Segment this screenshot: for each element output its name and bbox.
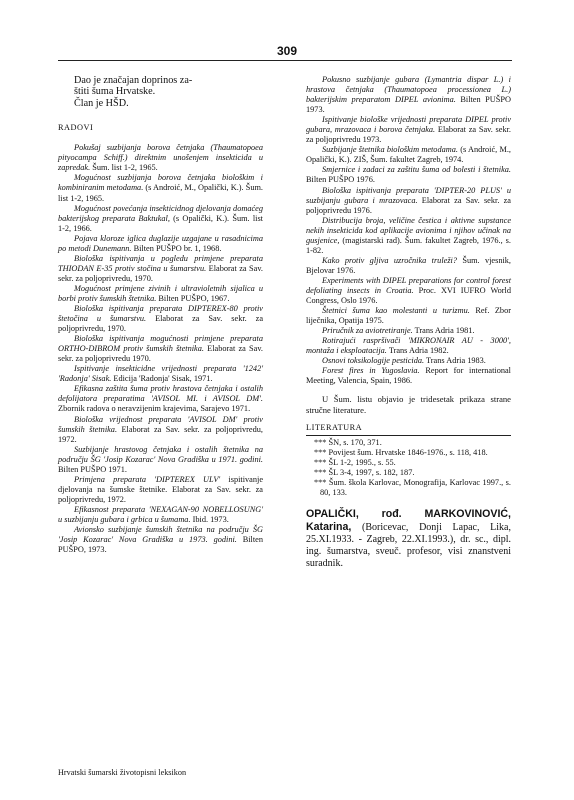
work-source: Bilten PUŠPO, 1967. <box>156 293 230 303</box>
work-item <box>58 204 263 234</box>
work-title: Pokušaj suzbijanja borova četnjaka (Thaumatopoea pityocampa Schiff.) direktnim unošenjem insekticida u zapredak. <box>58 143 263 173</box>
work-title: Experiments with DIPEL preparations for control forest defoliating insects in Croatia. <box>306 275 511 295</box>
literature-mark: *** <box>314 437 327 447</box>
work-title: Mogućnost povećanja insekticidnog djelovanja domaćeg bakterijskog preparata Baktukal, <box>58 203 263 223</box>
work-item <box>306 326 511 336</box>
work-source: Bilten PUŠPO 1971. <box>58 464 127 474</box>
work-source: Bilten PUŠPO 1973. <box>306 95 511 115</box>
entry-name: OPALIČKI, rođ. MARKOVINOVIĆ, Katarina, <box>306 508 511 534</box>
work-source: Ibid. 1973. <box>190 515 229 524</box>
work-source: Elaborat za Sav. sekr. za poljoprivredu 1970. <box>58 344 264 364</box>
work-item <box>58 364 263 384</box>
work-item <box>306 256 511 276</box>
literature-mark: *** <box>314 458 327 467</box>
work-title: Primjena preparata 'DIPTEREX ULV' <box>74 474 221 484</box>
lead-line: štiti šuma Hrvatske. <box>74 86 156 98</box>
work-item <box>306 306 511 326</box>
work-title: Štetnici šuma kao molestanti u turizmu. <box>322 306 470 316</box>
literature-item <box>306 458 511 468</box>
work-source: Elaborat za Sav. sekr. za poljoprivredu, 1972. <box>58 424 263 444</box>
work-source: (magistarski rad). Šum. fakultet Zagreb, 1976., s. 1-82. <box>306 235 511 255</box>
literature-item <box>306 448 511 458</box>
work-title: Efikasnost preparata 'NEXAGAN-90 NOBELLOSUNG' u suzbijanju gubara i grbica u šumama. <box>58 504 263 524</box>
work-title: Biološka ispitivanja preparata DIPTEREX-80 protiv štetočina u šumarstvu. <box>58 304 263 324</box>
work-item <box>306 336 511 356</box>
work-title: Mogućnost suzbijanja borova četnjaka biološkim i kombiniranim metodama. <box>58 173 263 193</box>
literature-mark: *** <box>314 468 327 478</box>
works-list-right <box>306 75 511 386</box>
work-title: Pokusno suzbijanje gubara (Lymantria dispar L.) i hrastova četnjaka (Thaumatopoea processionea L.) bakterijskim preparatom DIPEL avionima. <box>306 75 511 105</box>
work-title: Osnovi toksikologije pesticida. <box>322 356 425 366</box>
work-item <box>58 415 263 445</box>
work-item <box>58 445 263 475</box>
work-source: (s Androić, M., Opalički, K.). ZIŠ, Šum. fakultet Zagreb, 1974. <box>306 145 511 165</box>
work-item <box>306 75 511 115</box>
work-title: Suzbijanje hrastovog četnjaka i ostalih štetnika na području ŠG 'Josip Kozarac' Nova Gradiška u 1971. godini. <box>58 444 263 464</box>
work-item <box>58 304 263 334</box>
work-source: Šum. vjesnik, Bjelovar 1976. <box>306 255 512 275</box>
page-number: 309 <box>276 44 298 58</box>
left-column <box>58 75 263 555</box>
work-source: ispitivanje djelovanja na šumske štetnike. Elaborat za Sav. sekr. za poljoprivredu, 1972. <box>58 474 263 504</box>
literature-text: ŠL 3-4, 1997, s. 182, 187. <box>328 468 415 478</box>
section-title-radovi: RADOVI <box>58 123 94 133</box>
work-item <box>306 165 511 185</box>
work-item <box>306 186 511 216</box>
entry-text: (Boricevac, Donji Lapac, Lika, 25.XI.1933. - Zagreb, 22.XI.1993.), dr. sc., dipl. ing. šumarstva, sveuč. profesor, visi znanstveni suradnik. <box>306 522 511 570</box>
work-item <box>306 145 511 165</box>
work-item <box>306 115 511 145</box>
work-title: Avionsko suzbijanje šumskih štetnika na području ŠG 'Josip Kozarac' Nova Gradiška u 1973. godini. <box>58 525 263 545</box>
work-source: Bilten PUŠPO br. 1, 1968. <box>131 243 222 253</box>
work-title: Biološka ispitivanja u pogledu primjene preparata THIODAN E-35 protiv stočina u šumarstvu. <box>58 253 263 273</box>
right-column <box>306 75 511 570</box>
work-title: Efikasna zaštita šuma protiv hrastova četnjaka i ostalih defolijatora preparatima 'AVISOL MI. i AVISOL DM'. <box>58 384 263 404</box>
work-source: Šum. list 1-2, 1965. <box>90 163 158 173</box>
work-source: Trans Adria 1983. <box>424 356 486 366</box>
literature-mark: *** <box>314 478 327 488</box>
work-source: Elaborat za Sav. sekr. za poljoprivredu 1976. <box>306 195 511 215</box>
work-source: (s Opalički, K.). Šum. list 1-2, 1966. <box>58 213 263 233</box>
literature-title: LITERATURA <box>306 422 363 432</box>
work-source: Report for international Meeting, Valencia, Spain, 1986. <box>306 366 511 386</box>
work-title: Distribucija broja, veličine čestica i aktivne supstance nekih insekticida kod aplikacije avionima i njihov učinak na gusjenice, <box>306 215 511 245</box>
header-rule <box>58 60 512 61</box>
biography-entry <box>306 508 511 570</box>
work-title: Suzbijanje štetnika biološkim metodama. <box>322 145 458 155</box>
work-title: Pojava kloroze iglica duglazije uzgajane u rasadnicima po metodi Dunemann. <box>58 233 263 253</box>
work-item <box>58 173 263 203</box>
work-title: Ispitivanje insekticidne vrijednosti preparata '1242' 'Radonja' Sisak. <box>58 364 263 384</box>
work-source: Proc. XVI IUFRO World Congress, Oslo 1976. <box>306 285 511 306</box>
work-title: Biološka ispitivanja preparata 'DIPTER-20 PLUS' u suzbijanju gubara i mrazovaca. <box>306 185 511 205</box>
work-item <box>58 334 263 364</box>
work-item <box>58 143 263 173</box>
work-title: Forest fires in Yugoslavia. <box>322 366 420 376</box>
lead-line: Dao je značajan doprinos za- <box>74 75 193 86</box>
literature-list <box>306 438 511 498</box>
literature-text: ŠL 1-2, 1995., s. 55. <box>328 458 396 467</box>
work-source: Trans Adria 1982. <box>386 346 449 356</box>
literature-text: Šum. škola Karlovac, Monografija, Karlovac 1997., s. 80, 133. <box>320 478 511 498</box>
work-item <box>58 254 263 284</box>
work-source: Elaborat za Sav. sekr. za poljoprivredu 1973. <box>306 125 511 145</box>
literature-text: ŠN, s. 170, 371. <box>328 437 382 447</box>
work-title: Rotirajući raspršivači 'MIKRONAIR AU - 3000', montaža i eksploatacija. <box>306 336 511 356</box>
lead-line: Član je HŠD. <box>74 97 129 109</box>
work-item <box>58 525 263 555</box>
literature-text: Povijest šum. Hrvatske 1846-1976., s. 118, 418. <box>328 447 488 457</box>
work-item <box>306 366 511 386</box>
footer: Hrvatski šumarski životopisni leksikon <box>58 768 187 777</box>
literature-item <box>306 478 511 498</box>
work-source: (s Androić, M., Opalički, K.). Šum. list 1-2, 1965. <box>58 183 263 203</box>
work-item <box>58 505 263 525</box>
work-source: Edicija 'Radonja' Sisak, 1971. <box>111 374 213 384</box>
work-source: Zbornik radova o neravzijenim krajevima, Sarajevo 1971. <box>58 404 251 414</box>
works-list-left <box>58 143 263 555</box>
work-title: Smjernice i zadaci za zaštitu šuma od bolesti i štetnika. <box>322 165 511 175</box>
work-source: Elaborat za Sav. sekr. za poljoprivredu, 1970. <box>58 314 264 334</box>
work-item <box>306 216 511 256</box>
work-source: Bilten PUŠPO, 1973. <box>58 535 264 555</box>
work-item <box>58 475 263 505</box>
work-item <box>58 284 263 304</box>
work-title: Ispitivanje biološke vrijednosti preparata DIPEL protiv gubara, mrazovaca i borova četnjaka. <box>306 115 511 135</box>
work-source: Elaborat za Sav. sekr. za poljoprivredu, 1970. <box>58 263 264 283</box>
work-item <box>58 234 263 254</box>
work-source: Ref. Zbor liječnika, Opatija 1975. <box>306 306 511 326</box>
literature-item <box>306 438 511 448</box>
work-title: Biološka ispitivanja mogućnosti primjene preparata ORTHO-DIBROM protiv šumskih štetnika. <box>58 334 263 354</box>
literature-note: U Šum. listu objavio je tridesetak prikaza strane stručne literature. <box>306 394 511 415</box>
work-item <box>306 356 511 366</box>
literature-rule <box>306 435 511 436</box>
literature-item <box>306 468 511 478</box>
work-title: Mogućnost primjene zivinih i ultravioletnih sijalica u borbi protiv šumskih štetnika. <box>58 283 263 303</box>
work-title: Kako protiv gljiva uzročnika truleži? <box>322 255 458 265</box>
work-title: Priručnik za aviotretiranje. <box>322 326 413 336</box>
work-source: Bilten PUŠPO 1976. <box>306 175 375 185</box>
work-source: Trans Adria 1981. <box>412 326 475 336</box>
work-item <box>58 384 263 414</box>
work-item <box>306 276 511 306</box>
work-title: Biološka vrijednost preparata 'AVISOL DM' protiv šumskih štetnika. <box>58 414 263 434</box>
literature-mark: *** <box>314 447 327 457</box>
